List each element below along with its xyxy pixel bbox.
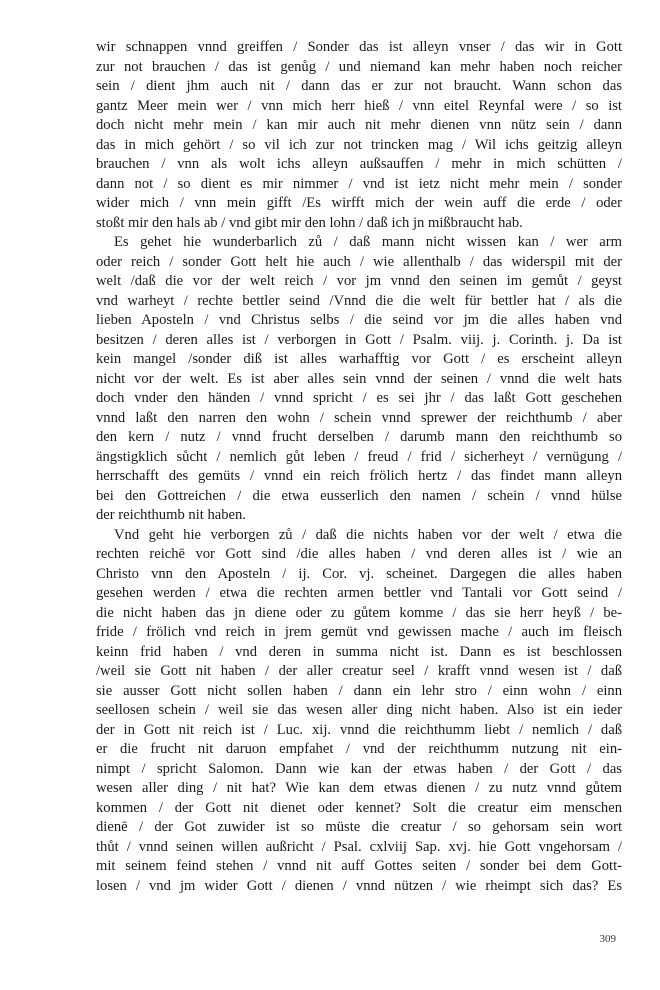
text-line: doch nicht mehr mein / kan mir auch nit mehr dienen vnn nütz sein / dann bbox=[96, 117, 622, 133]
text-line: die nicht haben das jn diene oder zu gůtem komme / das sie herr heyß / be- bbox=[96, 604, 622, 621]
text-line: besitzen / deren alles ist / verborgen in Gott / Psalm. viij. j. Corinth. j. Da ist bbox=[96, 331, 622, 348]
text-line: ängstigklich sůcht / nemlich gůt leben / freud / frid / sicherheyt / vernügung / bbox=[96, 448, 622, 465]
text-line: mit seinem feind stehen / vnnd nit auff Gottes seiten / sonder bei dem Gott- bbox=[96, 858, 622, 874]
text-line: der in Gott nit reich ist / Luc. xij. vnnd die reichthumm liebt / nemlich / daß bbox=[96, 721, 622, 738]
text-line: wider mich / vnn mein gifft /Es wirfft mich der wein auff die erde / oder bbox=[96, 195, 622, 211]
text-line: welt /daß die vor der welt reich / vor jm vnnd den seinen im gemůt / geyst bbox=[96, 273, 622, 289]
text-line: vnnd laßt den narren den wohn / schein vnnd sprewer der reichthumb / aber bbox=[96, 409, 622, 426]
text-line: brauchen / vnn als wolt ichs alleyn außsauffen / mehr in mich schütten / bbox=[96, 156, 622, 172]
text-line: stoßt mir den hals ab / vnd gibt mir den lohn / daß ich jn mißbraucht hab. bbox=[96, 214, 523, 231]
text-line: kommen / der Gott nit dienet oder kennet? Solt die creatur eim menschen bbox=[96, 799, 622, 816]
text-line: zur not brauchen / das ist genůg / und niemand kan mehr haben noch reicher bbox=[96, 58, 622, 75]
text-line: losen / vnd jm wider Gott / dienen / vnnd nützen / wie rheimpt sich das? Es bbox=[96, 877, 622, 894]
text-line: Es gehet hie wunderbarlich zů / daß mann nicht wissen kan / wer arm bbox=[114, 234, 622, 250]
paragraph-1 bbox=[96, 38, 622, 233]
text-line: Vnd geht hie verborgen zů / daß die nichts haben vor der welt / etwa die bbox=[114, 526, 622, 543]
text-line: den kern / nutz / vnnd frucht derselben / darumb mann den reichthumb so bbox=[96, 429, 622, 445]
text-line: oder reich / sonder Gott helt hie auch / wie allenthalb / das widerspil mit der bbox=[96, 253, 622, 270]
text-line: er die frucht nit daruon empfahet / vnd der reichthumm nutzung nit ein- bbox=[96, 741, 622, 757]
text-line: nimpt / spricht Salomon. Dann wie kan der etwas haben / der Gott / das bbox=[96, 760, 622, 777]
text-line: doch vnder den händen / vnnd spricht / es sei jhr / das laßt Gott geschehen bbox=[96, 390, 622, 406]
page-body bbox=[96, 38, 622, 896]
text-line: /weil sie Gott nit haben / der aller creatur seel / krafft vnnd wesen ist / daß bbox=[96, 663, 622, 679]
text-line: sein / dient jhm auch nit / dann das er zur not braucht. Wann schon das bbox=[96, 78, 622, 94]
text-line: sie ausser Gott nicht sollen haben / dann ein lehr stro / einn wohn / einn bbox=[96, 682, 622, 699]
text-line: das in mich gehört / so vil ich zur not trincken mag / Wil ichs geitzig alleyn bbox=[96, 136, 622, 153]
text-line: kein mangel /sonder diß ist alles warhafftig vor Gott / es erscheint alleyn bbox=[96, 351, 622, 367]
text-line: lieben Aposteln / vnd Christus selbs / die seind vor jm die alles haben vnd bbox=[96, 312, 622, 328]
text-line: herrschafft des gemüts / vnnd ein reich frölich hertz / das findet mann alleyn bbox=[96, 468, 622, 484]
text-line: wir schnappen vnnd greiffen / Sonder das ist alleyn vnser / das wir in Gott bbox=[96, 39, 622, 55]
text-line: seellosen schein / weil sie das wesen aller ding nicht haben. Also ist ein ieder bbox=[96, 702, 622, 718]
paragraph-2 bbox=[96, 233, 622, 526]
text-line: gesehen werden / etwa die rechten armen bettler vnd Tantali vor Gott seind / bbox=[96, 585, 622, 601]
text-line: der reichthumb nit haben. bbox=[96, 507, 246, 523]
text-line: wesen aller ding / nit hat? Wie kan dem etwas dienen / zu nutz vnnd gůtem bbox=[96, 780, 622, 796]
text-line: fride / frölich vnd reich in jrem gemüt vnd gewissen mache / auch im fleisch bbox=[96, 624, 622, 640]
text-line: nicht vor der welt. Es ist aber alles sein vnnd der seinen / vnnd die welt hats bbox=[96, 370, 622, 387]
text-line: vnd warheyt / rechte bettler seind /Vnnd die die welt für bettler hat / als die bbox=[96, 292, 622, 309]
text-line: dienē / der Got zuwider ist so müste die creatur / so gehorsam sein wort bbox=[96, 819, 622, 835]
text-line: thůt / vnnd seinen willen außricht / Psal. cxlviij Sap. xvj. hie Gott vngehorsam / bbox=[96, 838, 622, 855]
text-line: gantz Meer mein wer / vnn mich herr hieß / vnn eitel Reynfal were / so ist bbox=[96, 97, 622, 114]
text-line: keinn frid haben / vnd deren in summa nicht ist. Dann es ist beschlossen bbox=[96, 643, 622, 660]
text-line: rechten reichē vor Gott sind /die alles haben / vnd deren alles ist / wie an bbox=[96, 546, 622, 562]
paragraph-3 bbox=[96, 526, 622, 897]
text-line: dann not / so dient es mir nimmer / vnd ist ietz nicht mehr mein / sonder bbox=[96, 175, 622, 192]
page-number: 309 bbox=[599, 933, 616, 945]
text-line: Christo vnn den Aposteln / ij. Cor. vj. scheinet. Dargegen die alles haben bbox=[96, 565, 622, 582]
text-line: bei den Gottreichen / die etwa eusserlich den namen / schein / vnnd hülse bbox=[96, 487, 622, 504]
